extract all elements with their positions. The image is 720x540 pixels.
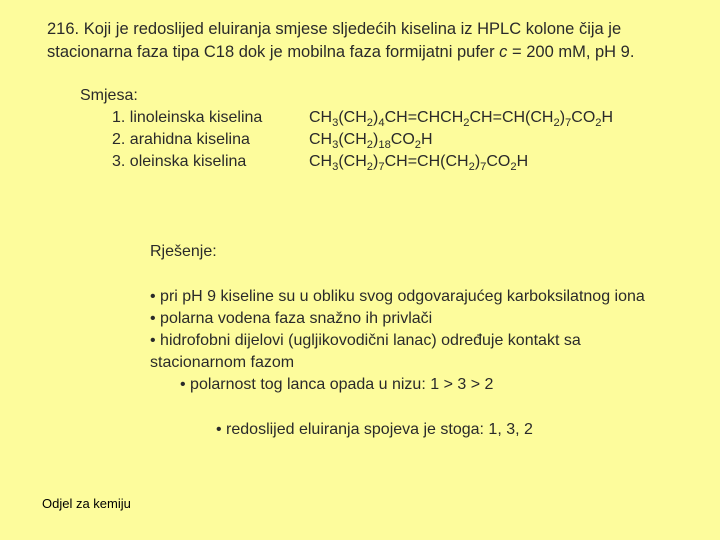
solution-bullet-4: • polarnost tog lanca opada u nizu: 1 > 3 > 2 bbox=[180, 376, 494, 393]
question-line-1: 216. Koji je redoslijed eluiranja smjese sljedećih kiselina iz HPLC kolone čija je bbox=[47, 20, 622, 38]
formula-text: ) bbox=[474, 153, 481, 170]
mixture-item-2-formula bbox=[309, 131, 433, 149]
mixture-item-3-name: 3. oleinska kiselina bbox=[112, 153, 247, 170]
formula-subscript: 2 bbox=[366, 116, 374, 129]
formula-subscript: 7 bbox=[565, 116, 572, 129]
formula-text: ) bbox=[373, 109, 379, 126]
solution-bullet-5: • redoslijed eluiranja spojeva je stoga: 1, 3, 2 bbox=[216, 421, 533, 438]
formula-text: CH bbox=[309, 153, 333, 170]
solution-title: Rješenje: bbox=[150, 243, 217, 260]
formula-text: (CH bbox=[338, 153, 367, 170]
question-line-2: stacionarna faza tipa C18 dok je mobilna faza formijatni pufer c = 200 mM, pH 9. bbox=[47, 43, 635, 61]
mixture-title: Smjesa: bbox=[80, 87, 138, 104]
formula-text: CH bbox=[309, 109, 333, 126]
formula-subscript: 2 bbox=[553, 116, 560, 129]
mixture-item-3-formula bbox=[309, 153, 528, 171]
solution-bullet-3-line-1: • hidrofobni dijelovi (ugljikovodični lanac) određuje kontakt sa bbox=[150, 332, 581, 349]
formula-text: ) bbox=[373, 153, 379, 170]
formula-subscript: 18 bbox=[378, 138, 391, 151]
solution-bullet-2: • polarna vodena faza snažno ih privlači bbox=[150, 310, 433, 327]
mixture-item-1-formula bbox=[309, 109, 613, 127]
formula-subscript: 2 bbox=[414, 138, 422, 151]
formula-text: H bbox=[601, 109, 614, 126]
formula-subscript: 2 bbox=[595, 116, 602, 129]
mixture-item-1-name: 1. linoleinska kiselina bbox=[112, 109, 263, 126]
question-text bbox=[47, 18, 634, 64]
formula-subscript: 4 bbox=[378, 116, 385, 129]
formula-text: (CH bbox=[338, 109, 367, 126]
formula-text: H bbox=[516, 153, 529, 170]
formula-text: CH=CH(CH bbox=[384, 153, 469, 170]
formula-subscript: 2 bbox=[468, 160, 475, 173]
mixture-item-2-name: 2. arahidna kiselina bbox=[112, 131, 250, 148]
solution-bullet-1: • pri pH 9 kiseline su u obliku svog odgovarajućeg karboksilatnog iona bbox=[150, 288, 645, 305]
formula-subscript: 2 bbox=[463, 116, 470, 129]
formula-subscript: 7 bbox=[378, 160, 385, 173]
formula-subscript: 2 bbox=[366, 160, 374, 173]
formula-text: CO bbox=[390, 131, 415, 148]
formula-text: H bbox=[421, 131, 433, 148]
formula-subscript: 7 bbox=[480, 160, 487, 173]
formula-subscript: 3 bbox=[332, 138, 339, 151]
formula-text: CH=CH(CH bbox=[469, 109, 554, 126]
formula-text: (CH bbox=[338, 131, 367, 148]
formula-text: CH bbox=[309, 131, 333, 148]
formula-text: CO bbox=[571, 109, 596, 126]
footer-label: Odjel za kemiju bbox=[42, 496, 131, 511]
formula-subscript: 3 bbox=[332, 160, 339, 173]
solution-bullet-3-line-2: stacionarnom fazom bbox=[150, 354, 295, 371]
formula-text: ) bbox=[559, 109, 566, 126]
formula-subscript: 2 bbox=[510, 160, 517, 173]
formula-text: CO bbox=[486, 153, 511, 170]
formula-text: CH=CHCH bbox=[384, 109, 464, 126]
formula-subscript: 3 bbox=[332, 116, 339, 129]
formula-text: ) bbox=[373, 131, 379, 148]
formula-subscript: 2 bbox=[366, 138, 374, 151]
